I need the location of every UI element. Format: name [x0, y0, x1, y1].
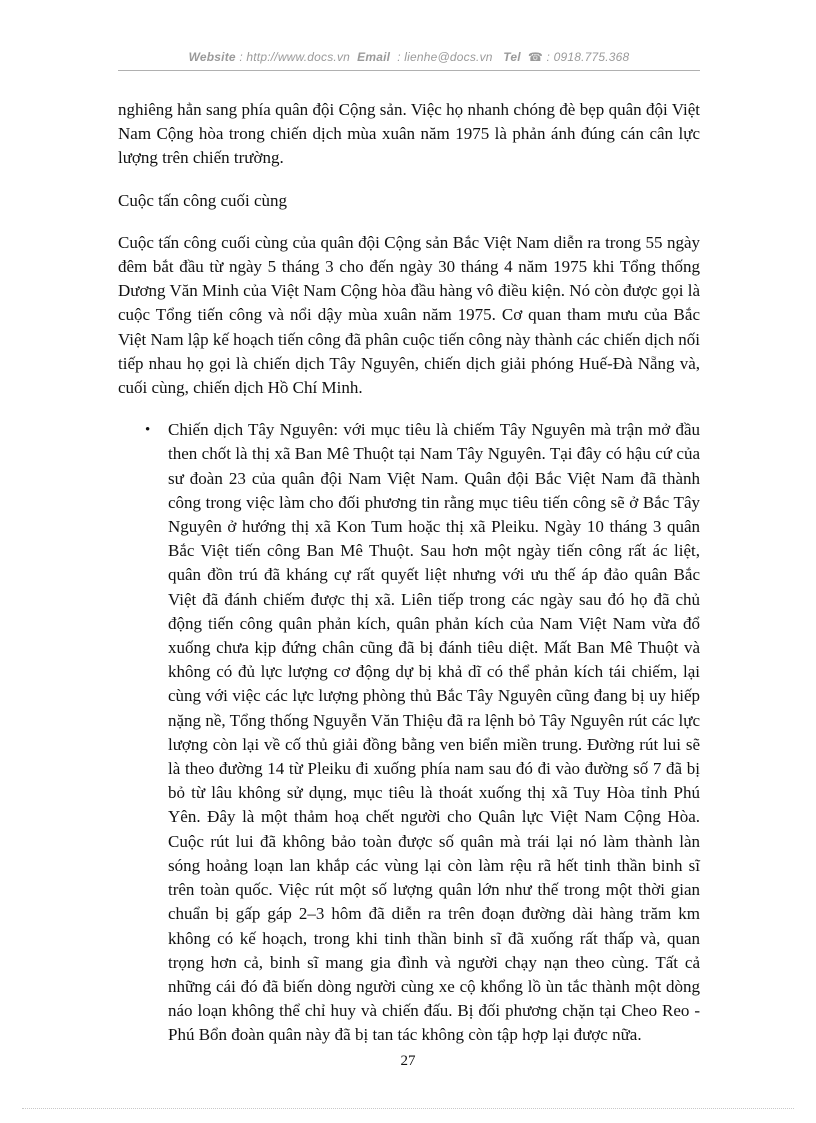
- bullet-icon: •: [145, 422, 151, 439]
- page-header: [118, 50, 700, 64]
- section-paragraph: Cuộc tấn công cuối cùng của quân đội Cộng sản Bắc Việt Nam diễn ra trong 55 ngày đêm bắt đầu từ ngày 5 tháng 3 cho đến ngày 30 tháng 4 năm 1975 khi Tổng thống Dương Văn Minh của Việt Nam Cộng hòa đầu hàng vô điều kiện. Nó còn được gọi là cuộc Tổng tiến công và nổi dậy mùa xuân năm 1975. Cơ quan tham mưu của Bắc Việt Nam lập kế hoạch tiến công đã phân cuộc tiến công này thành các chiến dịch nối tiếp nhau họ gọi là chiến dịch Tây Nguyên, chiến dịch giải phóng Huế-Đà Nẵng và, cuối cùng, chiến dịch Hồ Chí Minh.: [118, 232, 700, 398]
- page-number: 27: [400, 1053, 416, 1069]
- email-value: : lienhe@docs.vn: [397, 50, 493, 64]
- website-label: Website: [188, 50, 236, 64]
- document-body: [118, 98, 700, 1048]
- intro-paragraph: nghiêng hẳn sang phía quân đội Cộng sản. Việc họ nhanh chóng đè bẹp quân đội Việt Nam Cộng hòa trong chiến dịch mùa xuân năm 1975 là phản ánh đúng cán cân lực lượng trên chiến trường.: [118, 100, 700, 168]
- tel-label: Tel: [503, 50, 521, 64]
- list-item: [118, 418, 700, 1047]
- section-heading: Cuộc tấn công cuối cùng: [118, 190, 288, 210]
- email-label: Email: [357, 50, 391, 64]
- tel-value: ☎ : 0918.775.368: [527, 50, 630, 64]
- footer-divider: [22, 1108, 794, 1109]
- bullet-list: [118, 418, 700, 1047]
- website-value: : http://www.docs.vn: [239, 50, 351, 64]
- bullet-text: Chiến dịch Tây Nguyên: với mục tiêu là chiếm Tây Nguyên mà trận mở đầu then chốt là thị xã Ban Mê Thuột tại Nam Tây Nguyên. Tại đây có hậu cứ của sư đoàn 23 của quân đội Nam Việt Nam. Quân đội Bắc Việt Nam đã thành công trong việc làm cho đối phương tin rằng mục tiêu tiến công sẽ ở Bắc Tây Nguyên ở hướng thị xã Kon Tum hoặc thị xã Pleiku. Ngày 10 tháng 3 quân Bắc Việt tiến công Ban Mê Thuột. Sau hơn một ngày tiến công rất ác liệt, quân đồn trú đã kháng cự rất quyết liệt nhưng với ưu thế áp đảo quân Bắc Việt đã đánh chiếm được thị xã. Liên tiếp trong các ngày sau đó họ đã chủ động tiến công quân phản kích, quân phản kích của Nam Việt Nam vừa đổ xuống chưa kịp đứng chân cũng đã bị đánh tiêu diệt. Mất Ban Mê Thuột và không có đủ lực lượng cơ động dự bị khả dĩ có thể phản kích tái chiếm, lại cùng với việc các lực lượng phòng thủ Bắc Tây Nguyên cũng đang bị uy hiếp nặng nề, Tổng thống Nguyễn Văn Thiệu đã ra lệnh bỏ Tây Nguyên rút các lực lượng còn lại về cố thủ giải đồng bằng ven biển miền trung. Đường rút lui sẽ là theo đường 14 từ Pleiku đi xuống phía nam sau đó đi vào đường số 7 đã bị bỏ từ lâu không sử dụng, mục tiêu là thoát xuống thị xã Tuy Hòa tỉnh Phú Yên. Đây là một thảm hoạ chết người cho Quân lực Việt Nam Cộng Hòa. Cuộc rút lui đã không bảo toàn được số quân mà trái lại nó làm thành làn sóng hoảng loạn lan khắp các vùng lại còn làm rệu rã hết tinh thần binh sĩ trên toàn quốc. Việc rút một số lượng quân lớn như thế trong một thời gian chuẩn bị gấp gáp 2–3 hôm đã diễn ra trên đoạn đường dài hàng trăm km không có kế hoạch, trong khi tinh thần binh sĩ đã xuống rất thấp và, quan trọng hơn cả, binh sĩ mang gia đình và người chạy nạn theo cùng. Tất cả những cái đó đã biến dòng người cùng xe cộ khổng lồ ùn tắc thành một dòng náo loạn không thể chỉ huy và chiến đấu. Bị đối phương chặn tại Cheo Reo - Phú Bổn đoàn quân này đã bị tan tác không còn tập hợp lại được nữa.: [168, 420, 700, 1045]
- header-divider: [118, 70, 700, 71]
